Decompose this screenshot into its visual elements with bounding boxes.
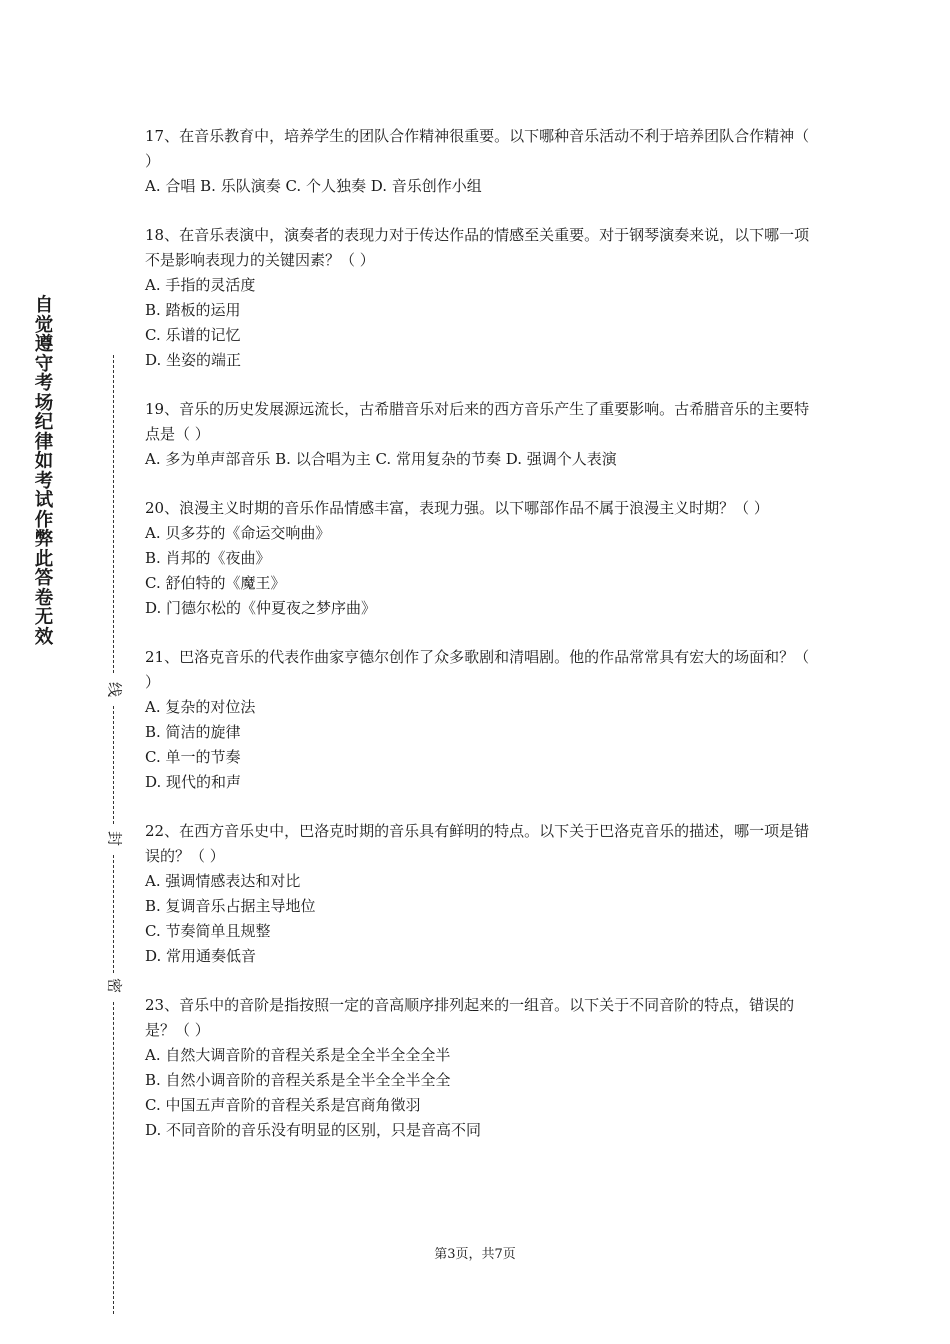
question-stem: 18、在音乐表演中，演奏者的表现力对于传达作品的情感至关重要。对于钢琴演奏来说，以下哪一项不是影响表现力的关键因素？（ ） (145, 226, 810, 269)
option-b: B. 复调音乐占据主导地位 (145, 897, 316, 915)
option-c: C. 乐谱的记忆 (145, 326, 241, 344)
binding-dashed-line (113, 706, 114, 824)
question-stem: 22、在西方音乐史中，巴洛克时期的音乐具有鲜明的特点。以下关于巴洛克音乐的描述，哪一项是错误的？（ ） (145, 822, 810, 865)
option-c: C. 节奏简单且规整 (145, 922, 271, 940)
option-c: C. 舒伯特的《魔王》 (145, 574, 286, 592)
option-a: A. 贝多芬的《命运交响曲》 (145, 524, 331, 542)
question-stem: 20、浪漫主义时期的音乐作品情感丰富，表现力强。以下哪部作品不属于浪漫主义时期？（ ） (145, 499, 769, 517)
option-d: D. 现代的和声 (145, 773, 242, 791)
binding-secret-label: 密 (107, 976, 122, 996)
question-stem: 21、巴洛克音乐的代表作曲家亨德尔创作了众多歌剧和清唱剧。他的作品常常具有宏大的场面和？（ ） (145, 648, 810, 691)
question-17 (145, 124, 810, 199)
question-stem: 17、在音乐教育中，培养学生的团队合作精神很重要。以下哪种音乐活动不利于培养团队合作精神（ ） (145, 127, 810, 170)
option-a: A. 强调情感表达和对比 (145, 872, 301, 890)
binding-dashed-line (113, 855, 114, 973)
question-21 (145, 645, 810, 795)
page-number: 第3页，共7页 (434, 1247, 516, 1262)
question-stem: 19、音乐的历史发展源远流长，古希腊音乐对后来的西方音乐产生了重要影响。古希腊音乐的主要特点是（ ） (145, 400, 810, 443)
option-b: B. 简洁的旋律 (145, 723, 241, 741)
question-options: A. 多为单声部音乐 B. 以合唱为主 C. 常用复杂的节奏 D. 强调个人表演 (145, 450, 617, 468)
option-c: C. 单一的节奏 (145, 748, 241, 766)
option-a: A. 自然大调音阶的音程关系是全全半全全全半 (145, 1046, 451, 1064)
option-a: A. 复杂的对位法 (145, 698, 256, 716)
binding-dashed-line (113, 355, 114, 673)
binding-seal-label: 封 (107, 829, 122, 849)
binding-line-label: 线 (107, 680, 122, 700)
question-23 (145, 993, 810, 1143)
question-options: A. 合唱 B. 乐队演奏 C. 个人独奏 D. 音乐创作小组 (145, 177, 482, 195)
option-b: B. 踏板的运用 (145, 301, 241, 319)
option-a: A. 手指的灵活度 (145, 276, 256, 294)
option-b: B. 自然小调音阶的音程关系是全半全全半全全 (145, 1071, 451, 1089)
question-stem: 23、音乐中的音阶是指按照一定的音高顺序排列起来的一组音。以下关于不同音阶的特点，错误的是？（ ） (145, 996, 795, 1039)
option-b: B. 肖邦的《夜曲》 (145, 549, 271, 567)
option-d: D. 不同音阶的音乐没有明显的区别，只是音高不同 (145, 1121, 482, 1139)
question-22 (145, 819, 810, 969)
option-c: C. 中国五声音阶的音程关系是宫商角徵羽 (145, 1096, 421, 1114)
question-18 (145, 223, 810, 373)
question-list (145, 124, 810, 1167)
binding-dashed-line (113, 1002, 114, 1314)
question-19 (145, 397, 810, 472)
option-d: D. 门德尔松的《仲夏夜之梦序曲》 (145, 599, 377, 617)
binding-warning-text: 自觉遵守考场纪律如考试作弊此答卷无效 (34, 295, 54, 648)
question-20 (145, 496, 810, 621)
option-d: D. 常用通奏低音 (145, 947, 257, 965)
option-d: D. 坐姿的端正 (145, 351, 242, 369)
